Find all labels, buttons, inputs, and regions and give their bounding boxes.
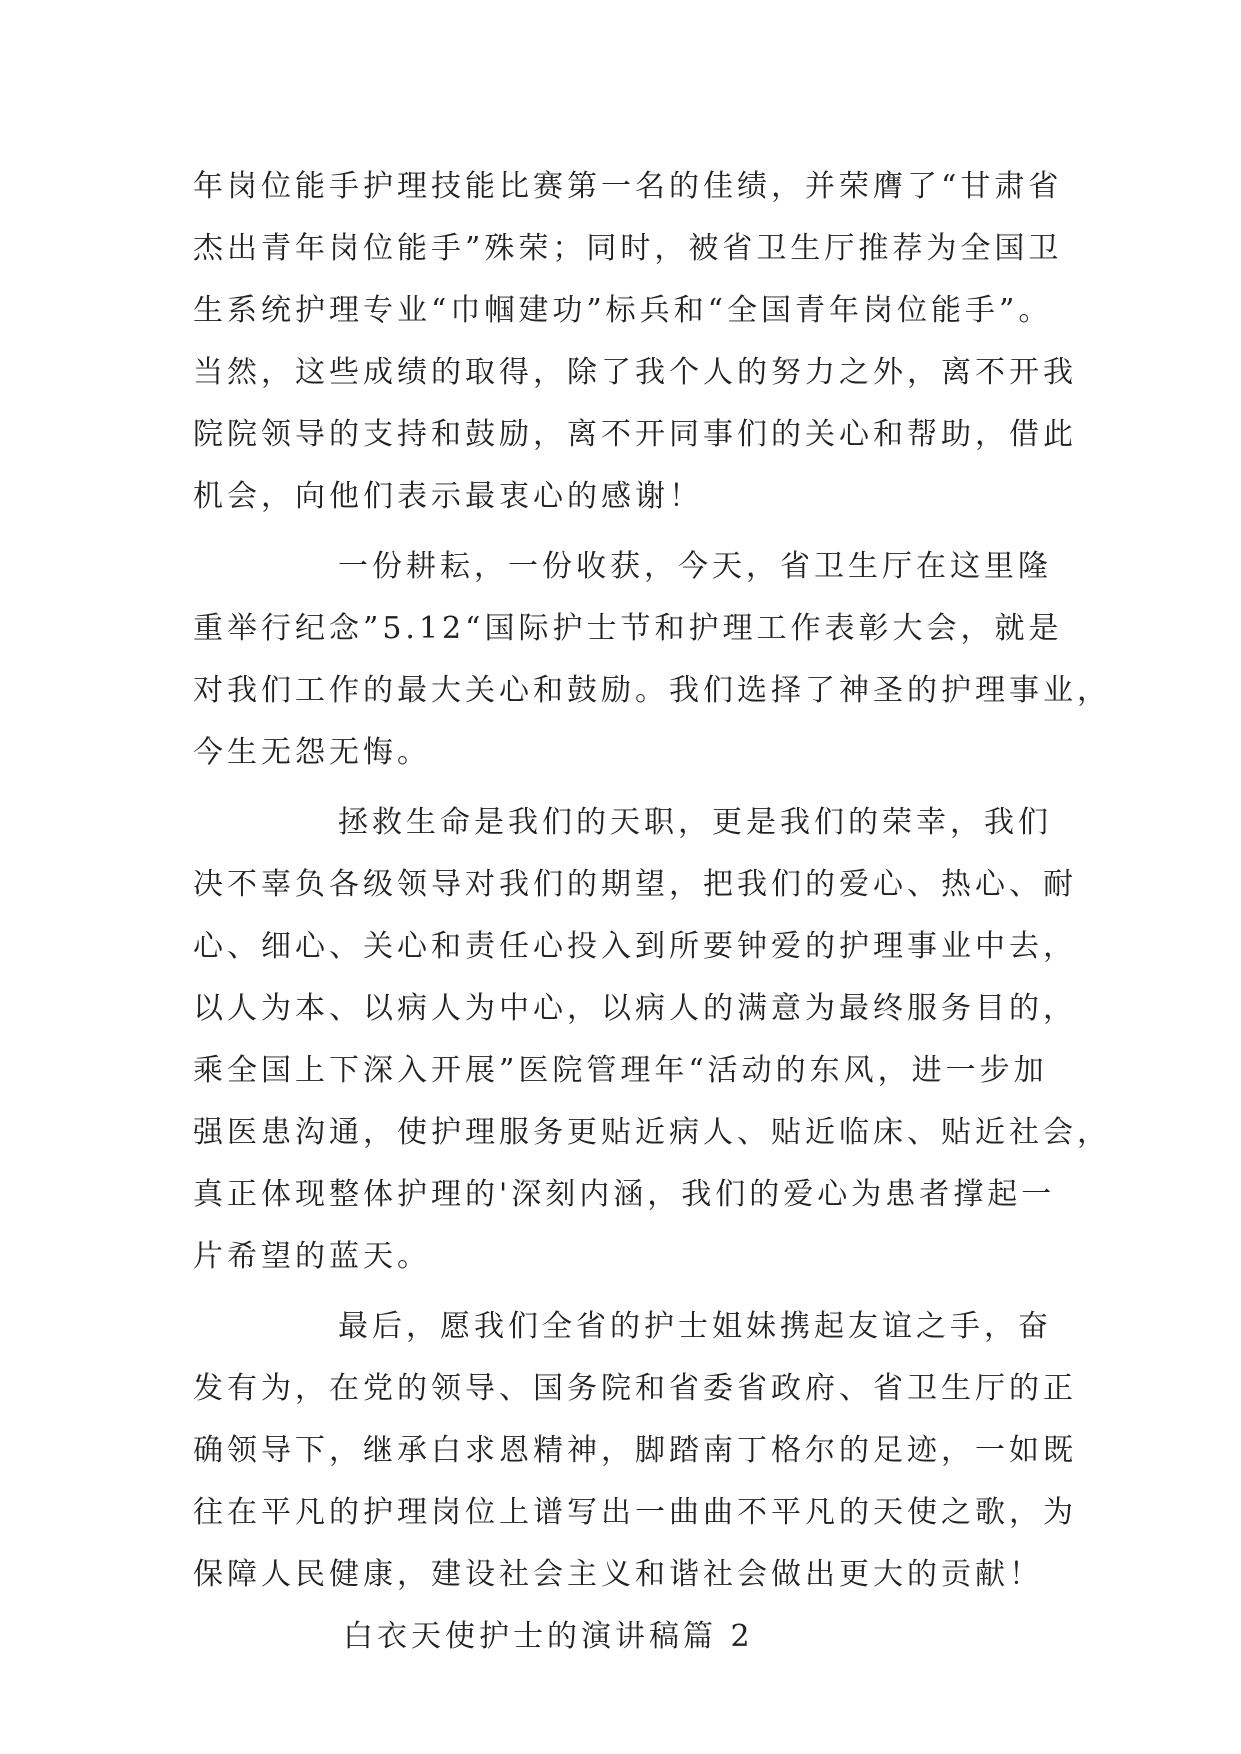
text-line: 发有为，在党的领导、国务院和省委省政府、省卫生厅的正 [193,1371,1077,1406]
paragraph-4 [193,1296,1077,1606]
text-line: 强医患沟通，使护理服务更贴近病人、贴近临床、贴近社会， [193,1115,1111,1150]
text-line: 院院领导的支持和鼓励，离不开同事们的关心和帮助，借此 [193,417,1077,452]
section-title: 白衣天使护士的演讲稿篇 2 [343,1619,754,1654]
text-line: 最后，愿我们全省的护士姐妹携起友谊之手，奋 [338,1309,1052,1344]
paragraph-2 [193,536,1111,784]
text-line: 以人为本、以病人为中心，以病人的满意为最终服务目的， [193,991,1077,1026]
text-line: 心、细心、关心和责任心投入到所要钟爱的护理事业中去， [193,929,1077,964]
paragraph-3 [193,792,1111,1288]
text-line: 真正体现整体护理的'深刻内涵，我们的爱心为患者撑起一 [193,1177,1056,1212]
text-line: 生系统护理专业“巾帼建功”标兵和“全国青年岗位能手”。 [193,293,1053,328]
text-line: 拯救生命是我们的天职，更是我们的荣幸，我们 [338,805,1052,840]
text-line: 决不辜负各级领导对我们的期望，把我们的爱心、热心、耐 [193,867,1077,902]
text-line: 片希望的蓝天。 [193,1239,431,1274]
text-line: 重举行纪念”5.12“国际护士节和护理工作表彰大会，就是 [193,611,1063,646]
text-line: 机会，向他们表示最衷心的感谢！ [193,479,703,514]
text-line: 年岗位能手护理技能比赛第一名的佳绩，并荣膺了“甘肃省 [193,169,1063,204]
text-line: 一份耕耘，一份收获，今天，省卫生厅在这里隆 [338,549,1052,584]
text-line: 杰出青年岗位能手”殊荣；同时，被省卫生厅推荐为全国卫 [193,231,1063,266]
text-line: 对我们工作的最大关心和鼓励。我们选择了神圣的护理事业， [193,673,1111,708]
text-line: 保障人民健康，建设社会主义和谐社会做出更大的贡献！ [193,1557,1043,1592]
text-line: 乘全国上下深入开展”医院管理年“活动的东风，进一步加 [193,1053,1048,1088]
text-line: 当然，这些成绩的取得，除了我个人的努力之外，离不开我 [193,355,1077,390]
text-line: 往在平凡的护理岗位上谱写出一曲曲不平凡的天使之歌，为 [193,1495,1077,1530]
text-line: 今生无怨无悔。 [193,735,431,770]
paragraph-1 [193,156,1077,528]
text-line: 确领导下，继承白求恩精神，脚踏南丁格尔的足迹，一如既 [193,1433,1077,1468]
document-body [193,156,1111,1668]
